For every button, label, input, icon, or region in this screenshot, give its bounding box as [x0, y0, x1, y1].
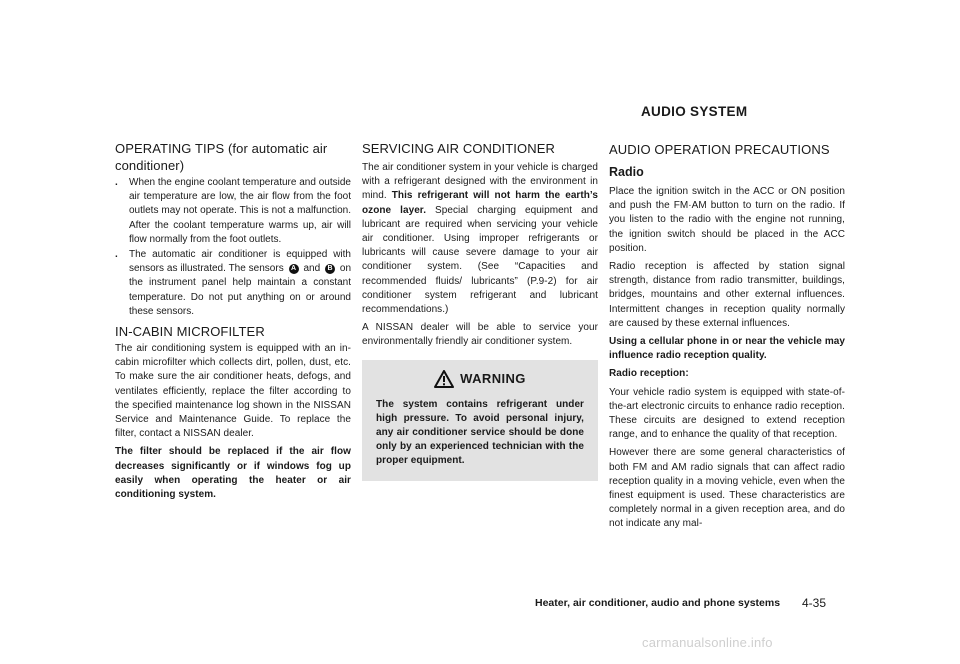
list-item: . The automatic air conditioner is equipped with sensors as illustrated. The sensors A and B on the instrument panel help maintain a constant temperature. Do not put anything on or around these sensors.: [115, 249, 352, 317]
tips-list: [115, 176, 351, 319]
column-left: [115, 140, 351, 506]
radio-title: Radio: [609, 165, 644, 179]
chapter-footer: Heater, air conditioner, audio and phone systems: [535, 597, 781, 609]
list-item: . When the engine coolant temperature and outside air temperature are low, the air flow from the foot outlets may not operate. This is not a malfunction. After the coolant temperature warms up, air will flow normally from the foot outlets.: [115, 177, 351, 245]
servicing-paragraph: The air conditioner system in your vehicle is charged with a refrigerant designed with the environment in mind. This refrigerant will not harm the earth’s ozone layer. Special charging equipment and lubricant are required when servicing your vehicle air conditioner. Using improper refrigerants or lubricants will cause severe damage to your air conditioner system. (See “Capacities and recommended fluids/ lubricants” (P.9-2) for air conditioner system refrigerant and lubricant recommendations.): [362, 162, 598, 316]
dealer-paragraph: A NISSAN dealer will be able to service your environmentally friendly air conditioner system.: [362, 322, 598, 348]
section-header: AUDIO SYSTEM: [641, 104, 748, 119]
cellular-phone-note: Using a cellular phone in or near the vehicle may influence radio reception quality.: [609, 336, 845, 362]
servicing-title: SERVICING AIR CONDITIONER: [362, 141, 555, 156]
radio-paragraph-2: Radio reception is affected by station signal strength, distance from radio transmitter, buildings, bridges, mountains and other external influences. Intermittent changes in reception quality normally are caused by these external influences.: [609, 261, 845, 329]
warning-box: [362, 360, 598, 481]
microfilter-warning-text: The filter should be replaced if the air flow decreases significantly or if windows fog up easily when operating the heater or air conditioning system.: [115, 446, 351, 501]
audio-precautions-title: AUDIO OPERATION PRECAUTIONS: [609, 142, 830, 157]
microfilter-title: IN-CABIN MICROFILTER: [115, 324, 265, 340]
operating-tips-title: OPERATING TIPS (for automatic air conditioner): [115, 141, 328, 173]
warning-title: WARNING: [460, 371, 526, 387]
callout-a-icon: A: [289, 264, 299, 274]
radio-paragraph-1: Place the ignition switch in the ACC or ON position and push the FM·AM button to turn on the radio. If you listen to the radio with the engine not running, the ignition switch should be placed in the ACC position.: [609, 186, 845, 254]
watermark: carmanualsonline.info: [642, 635, 773, 650]
radio-reception-heading: Radio reception:: [609, 368, 689, 380]
radio-paragraph-4: However there are some general characteristics of both FM and AM radio signals that can affect radio reception quality in a moving vehicle, even when the finest equipment is used. These characteristics are completely normal in a given reception area, and do not indicate any mal-: [609, 447, 845, 530]
page-number: 4-35: [802, 596, 827, 610]
warning-text: The system contains refrigerant under high pressure. To avoid personal injury, any air conditioner service should be done only by an experienced technician with the proper equipment.: [376, 398, 584, 467]
column-right: [609, 141, 845, 536]
column-middle: [362, 140, 598, 481]
callout-b-icon: B: [325, 264, 335, 274]
warning-triangle-icon: [434, 370, 454, 388]
radio-paragraph-3: Your vehicle radio system is equipped with state-of-the-art electronic circuits to enhance radio reception. These circuits are designed to extend reception range, and to enhance the quality of that reception.: [609, 386, 845, 441]
microfilter-text: The air conditioning system is equipped with an in-cabin microfilter which collects dirt, pollen, dust, etc. To make sure the air conditioner heats, defogs, and ventilates efficiently, replace the filter according to the specified maintenance log shown in the NISSAN Service and Maintenance Guide. To replace the filter, contact a NISSAN dealer.: [115, 343, 351, 440]
